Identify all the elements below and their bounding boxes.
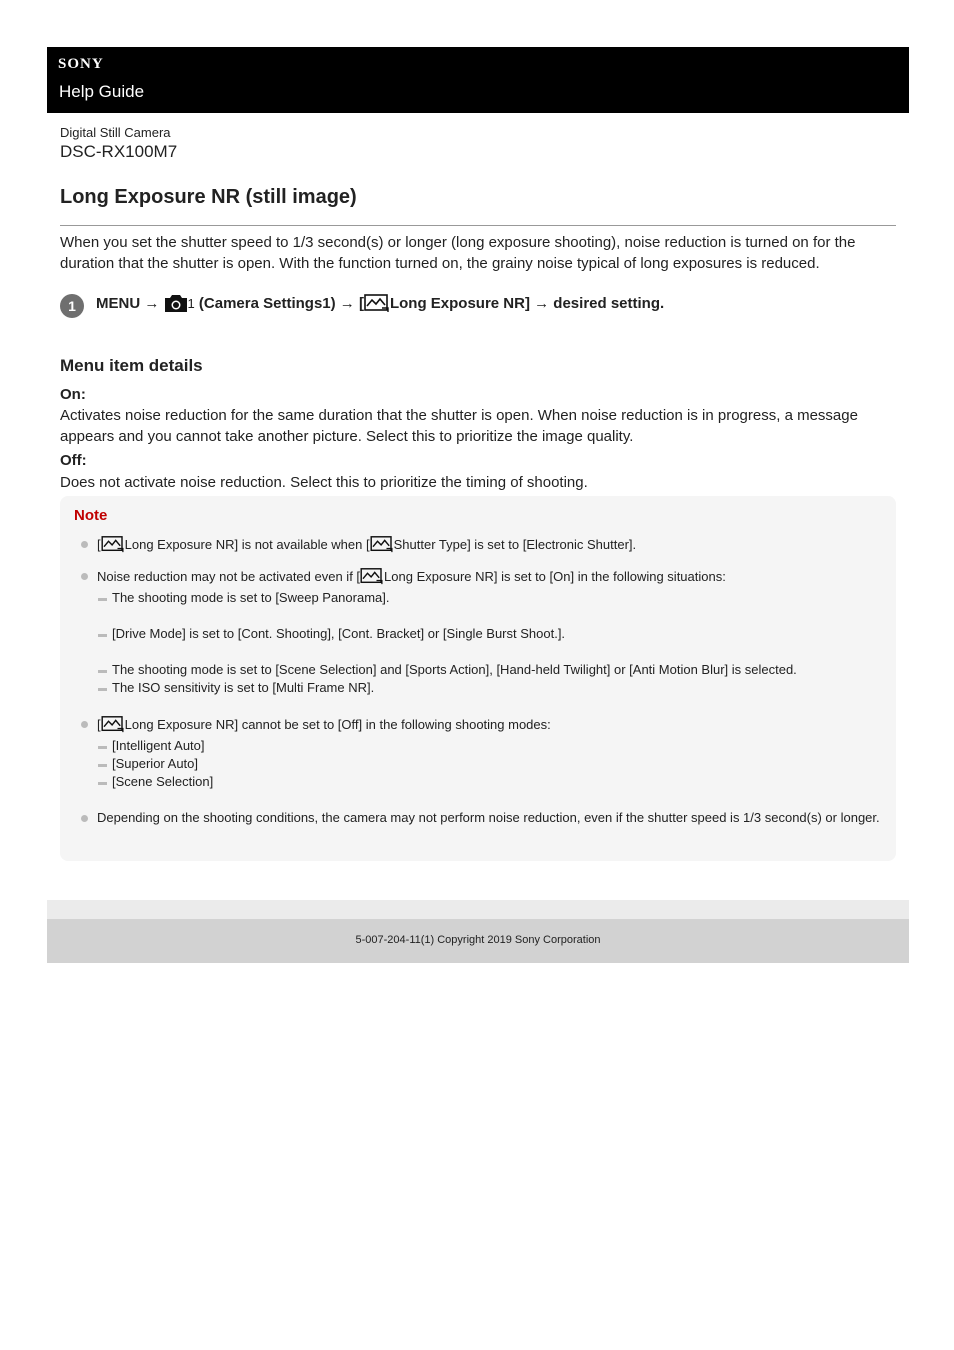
- note-box: [60, 496, 896, 861]
- note-sub-text: The shooting mode is set to [Scene Selection] and [Sports Action], [Hand-held Twilight] or [Anti Motion Blur] is selected.: [112, 662, 797, 677]
- dash-icon: [98, 764, 107, 767]
- step-instruction: [96, 293, 664, 313]
- option-off-description: Does not activate noise reduction. Select this to prioritize the timing of shooting.: [60, 474, 588, 491]
- note-sub-text: The ISO sensitivity is set to [Multi Frame NR].: [112, 680, 375, 695]
- note-text: Depending on the shooting conditions, the camera may not perform noise reduction, even if the shutter speed is 1/3 second(s) or longer.: [97, 810, 880, 825]
- step-setting-text: Long Exposure NR] → desired setting.: [389, 295, 665, 312]
- option-off-label: Off:: [60, 452, 87, 469]
- still-image-icon: [370, 535, 394, 553]
- note-text-part: [: [97, 537, 101, 552]
- note-text: [97, 567, 887, 586]
- product-category: Digital Still Camera: [60, 125, 171, 140]
- bullet-icon: [81, 721, 88, 728]
- note-text-part: Long Exposure NR] is set to [On] in the following situations:: [384, 569, 726, 584]
- note-text: [97, 715, 887, 734]
- help-guide-title: Help Guide: [59, 82, 145, 101]
- dash-icon: [98, 782, 107, 785]
- still-image-icon: [101, 535, 125, 553]
- still-image-icon: [364, 293, 390, 313]
- step-camera-settings-text: (Camera Settings1) → [: [198, 295, 364, 312]
- note-sub-text: The shooting mode is set to [Sweep Panorama].: [112, 590, 390, 605]
- footer: [47, 919, 909, 963]
- note-title: Note: [74, 507, 108, 524]
- step-menu-text: MENU →: [96, 295, 160, 312]
- note-sub-text: [Drive Mode] is set to [Cont. Shooting], [Cont. Bracket] or [Single Burst Shoot.].: [112, 626, 566, 641]
- header-bar: [47, 47, 909, 113]
- step-number-badge: 1: [60, 294, 84, 318]
- note-text-part: Noise reduction may not be activated even if [: [97, 569, 361, 584]
- sony-logo: SONY: [58, 56, 104, 72]
- note-text-part: Shutter Type] is set to [Electronic Shutter].: [393, 537, 637, 552]
- bullet-icon: [81, 541, 88, 548]
- note-sub-text: [Superior Auto]: [112, 756, 198, 771]
- step-1: [60, 292, 896, 318]
- dash-icon: [98, 688, 107, 691]
- note-text-part: Long Exposure NR] is not available when [: [124, 537, 370, 552]
- dash-icon: [98, 598, 107, 601]
- still-image-icon: [360, 567, 384, 585]
- note-text: [97, 535, 887, 554]
- camera-icon: [164, 293, 188, 313]
- option-on-label: On:: [60, 386, 86, 403]
- footer-spacer: [47, 900, 909, 919]
- title-divider: [60, 225, 896, 226]
- note-text-part: Long Exposure NR] cannot be set to [Off] in the following shooting modes:: [124, 717, 551, 732]
- dash-icon: [98, 670, 107, 673]
- menu-item-details-title: Menu item details: [60, 356, 203, 375]
- product-model: DSC-RX100M7: [60, 142, 178, 161]
- copyright-text: 5-007-204-11(1) Copyright 2019 Sony Corporation: [355, 934, 601, 946]
- dash-icon: [98, 746, 107, 749]
- bullet-icon: [81, 815, 88, 822]
- note-text-part: [: [97, 717, 101, 732]
- bullet-icon: [81, 573, 88, 580]
- option-on-description: Activates noise reduction for the same duration that the shutter is open. When noise reduction is in progress, a message appears and you cannot take another picture. Select this to prioritize the image quality.: [60, 407, 858, 445]
- page-title: Long Exposure NR (still image): [60, 186, 357, 208]
- camera-tab-number: 1: [187, 296, 195, 311]
- dash-icon: [98, 634, 107, 637]
- still-image-icon: [101, 715, 125, 733]
- intro-paragraph: When you set the shutter speed to 1/3 second(s) or longer (long exposure shooting), noise reduction is turned on for the duration that the shutter is open. With the function turned on, the grainy noise typical of long exposures is reduced.: [60, 234, 856, 272]
- note-sub-text: [Scene Selection]: [112, 774, 214, 789]
- note-sub-text: [Intelligent Auto]: [112, 738, 205, 753]
